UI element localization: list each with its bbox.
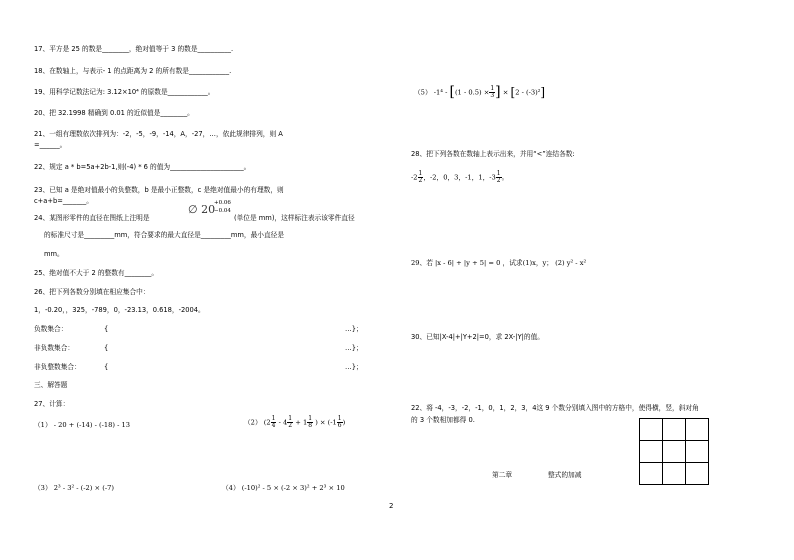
grid-cell[interactable]: [640, 441, 663, 463]
chapter-title: 整式的加减: [548, 471, 582, 479]
chapter-number: 第二章: [492, 471, 513, 479]
section-3-heading: 三、解答题: [34, 381, 68, 389]
question-18: 18、在数轴上，与表示- 1 的点距离为 2 的所有数是____________.: [34, 67, 232, 75]
nonnegative-integer-set-open: {: [104, 363, 109, 371]
question-23-line2: c+a+b=_______。: [34, 197, 93, 205]
question-24-line1a: 24、某图形零件的直径在图纸上注明是: [34, 214, 150, 222]
tolerance-upper: +0.06: [214, 200, 231, 206]
grid-cell[interactable]: [663, 441, 686, 463]
question-26: 26、把下列各数分别填在相应集合中：: [34, 288, 150, 296]
page-number: 2: [389, 502, 394, 510]
calc-3: （3） 2³ - 3² - (-2) × (-7): [34, 484, 114, 492]
question-28-numbers: -2 $\frac{1}{2}$ ，-2，0，3，-1，1，-3 $\frac{1}{2}$ 。: [411, 170, 509, 184]
negative-set-label: 负数集合：: [34, 325, 68, 333]
calc-5: （5） -1⁴ - [(1 - 0.5) × $\frac{1}{3}$ ] × [2 - (-3)²]: [414, 84, 546, 100]
question-21-line2: =______。: [34, 141, 67, 149]
grid-cell[interactable]: [663, 419, 686, 441]
question-22b-line2: 的 3 个数相加都得 0.: [411, 416, 475, 424]
question-27: 27、计算：: [34, 400, 70, 408]
question-20: 20、把 32.1998 精确到 0.01 的近似值是________。: [34, 109, 194, 117]
question-30: 30、已知|X-4|+|Y+2|=0，求 2X-|Y|的值。: [411, 333, 544, 341]
question-17: 17、平方是 25 的数是________，绝对值等于 3 的数是__________.: [34, 45, 234, 53]
question-19: 19、用科学记数法记为: 3.12×10⁴ 的原数是____________。: [34, 88, 215, 96]
question-24-line1b: (单位是 mm)，这样标注表示该零件直径: [234, 214, 355, 222]
calc-4: （4） (-10)² - 5 × (-2 × 3)² + 2³ × 10: [222, 484, 345, 492]
nonnegative-integer-set-close: …}；: [345, 363, 363, 371]
question-24-line2: 的标准尺寸是_________mm，符合要求的最大直径是_________mm，最小直径是: [44, 231, 285, 239]
tolerance-base: ∅ 20: [188, 203, 216, 216]
negative-set-close: …}；: [345, 325, 363, 333]
nonnegative-integer-set-label: 非负整数集合：: [34, 363, 81, 371]
question-22: 22、规定 a * b=5a+2b-1,则(-4) * 6 的值为______________________。: [34, 163, 251, 171]
nonnegative-set-label: 非负数集合：: [34, 344, 75, 352]
grid-cell[interactable]: [640, 419, 663, 441]
question-29: 29、若 |x - 6| + |y + 5| = 0 ，试求(1)x，y； (2) y² - x²: [411, 259, 587, 267]
nonnegative-set-open: {: [104, 344, 109, 352]
nonnegative-set-close: …}；: [345, 344, 363, 352]
question-25: 25、绝对值不大于 2 的整数有________。: [34, 269, 159, 277]
question-22b-line1: 22、将 -4，-3，-2，-1，0，1，2，3，4这 9 个数分别填入图中的方格中，使得横，竖，斜对角: [411, 404, 699, 412]
magic-square-grid: [639, 418, 709, 485]
calc-2: （2） (2 $\frac{1}{4}$ - 4 $\frac{1}{2}$ + 1 $\frac{1}{8}$ ) × (-1 $\frac{1}{6}$ ): [244, 415, 346, 429]
grid-cell[interactable]: [640, 463, 663, 485]
question-23-line1: 23、已知 a 是绝对值最小的负整数，b 是最小正整数，c 是绝对值最小的有理数，则: [34, 186, 284, 194]
question-26-numbers: 1，-0.20，，325，-789，0，-23.13，0.618，-2004。: [34, 306, 205, 314]
negative-set-open: {: [104, 325, 109, 333]
calc-1: （1） - 20 + (-14) - (-18) - 13: [34, 421, 131, 429]
question-21-line1: 21、一组有理数依次排列为：-2，-5，-9，-14，A，-27，…，依此规律排列，则 A: [34, 130, 283, 138]
tolerance-lower: −0.04: [214, 208, 231, 214]
grid-cell[interactable]: [686, 463, 709, 485]
grid-cell[interactable]: [686, 419, 709, 441]
grid-cell[interactable]: [663, 463, 686, 485]
question-24-line3: mm。: [44, 250, 64, 258]
grid-cell[interactable]: [686, 441, 709, 463]
question-28: 28、把下列各数在数轴上表示出来，并用“<”连结各数:: [411, 150, 575, 158]
